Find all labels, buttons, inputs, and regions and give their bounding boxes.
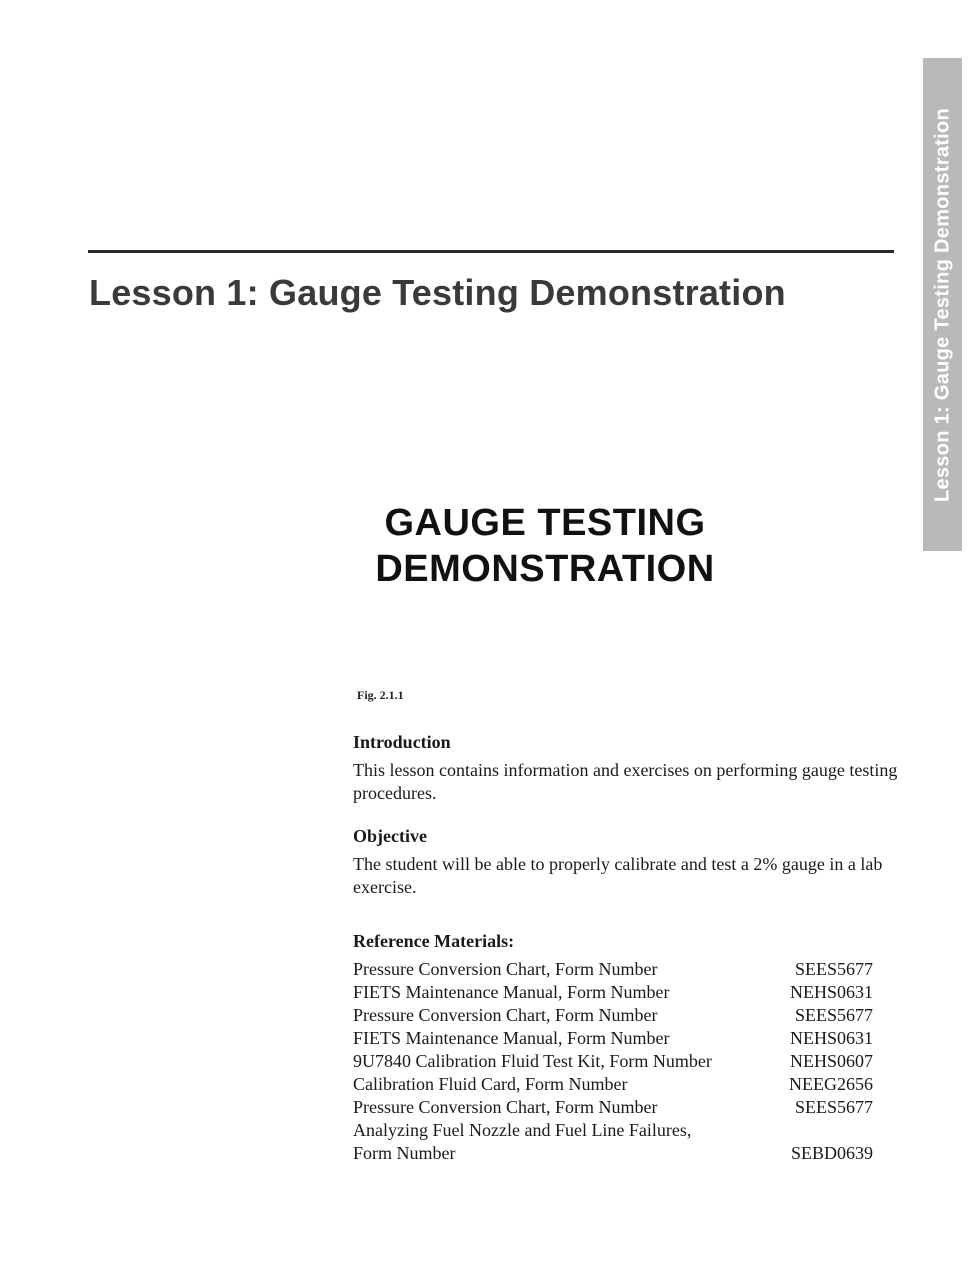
figure-label: Fig. 2.1.1	[357, 688, 404, 702]
reference-title: Pressure Conversion Chart, Form Number	[353, 959, 658, 979]
reference-title: Pressure Conversion Chart, Form Number	[353, 1097, 658, 1117]
reference-item	[353, 981, 873, 1004]
main-title-line-1: GAUGE TESTING	[384, 502, 706, 544]
objective-body: The student will be able to properly calibrate and test a 2% gauge in a lab exercise.	[353, 854, 883, 897]
objective-heading: Objective	[353, 826, 427, 846]
reference-code: NEHS0631	[789, 982, 873, 1002]
reference-code: NEHS0631	[789, 1028, 873, 1048]
introduction-heading: Introduction	[353, 732, 451, 752]
reference-code: NEEG2656	[789, 1074, 873, 1094]
reference-item	[353, 1027, 873, 1050]
title-rule	[88, 250, 894, 253]
side-tab-label: Lesson 1: Gauge Testing Demonstration	[931, 107, 953, 502]
reference-title: Analyzing Fuel Nozzle and Fuel Line Failures,	[353, 1120, 692, 1140]
reference-heading: Reference Materials:	[353, 931, 515, 951]
main-title-line-2: DEMONSTRATION	[375, 548, 715, 590]
reference-title: FIETS Maintenance Manual, Form Number	[353, 982, 670, 1002]
reference-item	[353, 1096, 873, 1119]
reference-title: Form Number	[353, 1143, 456, 1163]
introduction-section	[353, 731, 901, 805]
reference-item	[353, 1073, 873, 1096]
reference-code: SEBD0639	[790, 1143, 873, 1163]
introduction-body: This lesson contains information and exercises on performing gauge testing procedures.	[353, 760, 898, 803]
main-title	[330, 500, 760, 592]
reference-item	[353, 1004, 873, 1027]
reference-list	[353, 958, 873, 1165]
reference-code: SEES5677	[794, 1097, 873, 1117]
reference-item	[353, 958, 873, 981]
reference-item	[353, 1119, 873, 1142]
reference-code: SEES5677	[794, 959, 873, 979]
reference-title: Pressure Conversion Chart, Form Number	[353, 1005, 658, 1025]
lesson-title: Lesson 1: Gauge Testing Demonstration	[89, 272, 786, 313]
side-tab	[923, 58, 962, 551]
reference-section	[353, 930, 873, 1165]
reference-item	[353, 1050, 873, 1073]
reference-code: NEHS0607	[789, 1051, 873, 1071]
reference-code: SEES5677	[794, 1005, 873, 1025]
reference-title: Calibration Fluid Card, Form Number	[353, 1074, 628, 1094]
reference-item	[353, 1142, 873, 1165]
objective-section	[353, 825, 901, 899]
reference-title: 9U7840 Calibration Fluid Test Kit, Form Number	[353, 1051, 712, 1071]
reference-title: FIETS Maintenance Manual, Form Number	[353, 1028, 670, 1048]
